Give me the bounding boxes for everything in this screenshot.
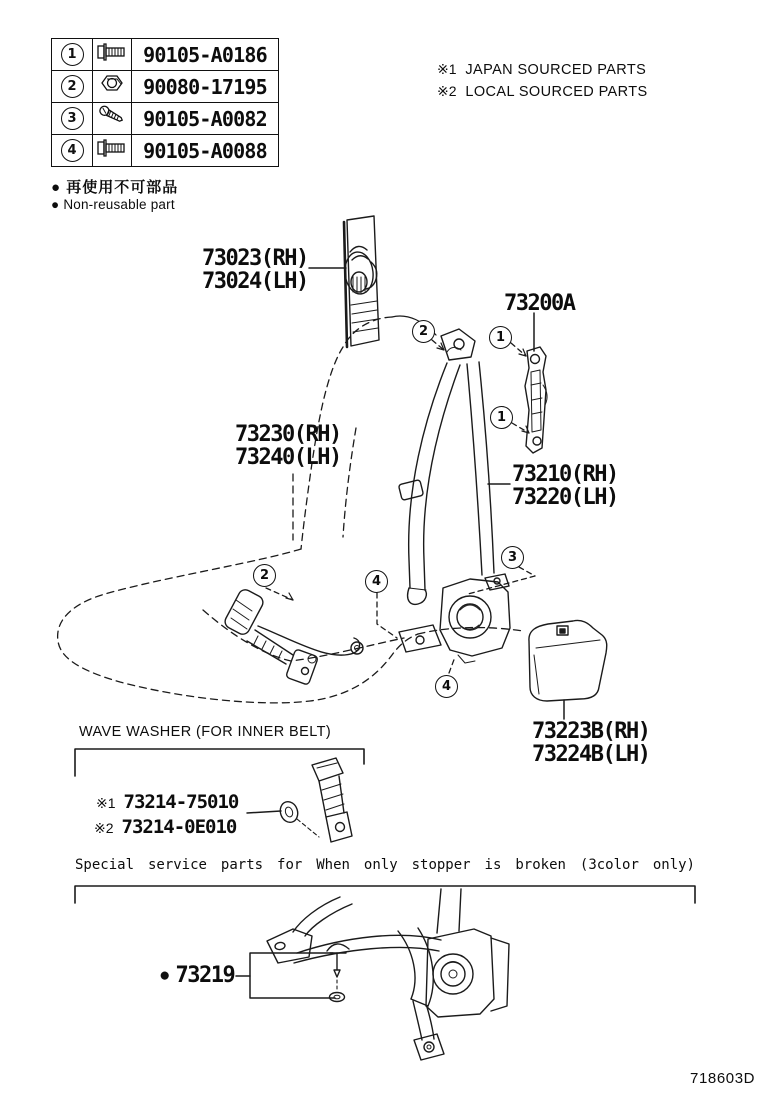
- inner-belt-drawing: [223, 587, 363, 685]
- leader-arrowheads: [286, 343, 529, 600]
- label-cover: 73223B(RH) 73224B(LH): [532, 719, 650, 767]
- reference-mark: ※1: [96, 795, 116, 811]
- cover-drawing: [529, 620, 607, 701]
- sourced-note-2: ※2 LOCAL SOURCED PARTS: [437, 83, 648, 100]
- fastener-part-number: 90105-A0186: [143, 42, 267, 67]
- callout-1-lower: 1: [490, 406, 513, 429]
- wave-washer-part-2: [94, 816, 236, 838]
- bullet-icon: ●: [51, 179, 62, 196]
- bullet-icon: ●: [51, 197, 60, 212]
- height-adjuster-drawing: [525, 347, 547, 453]
- hex-nut-icon: [99, 73, 125, 95]
- fastener-number-badge: 3: [61, 107, 84, 130]
- hex-flange-bolt-icon: [96, 138, 128, 158]
- callout-4-lap: 4: [365, 570, 388, 593]
- fastener-number-badge: 1: [61, 43, 84, 66]
- seat-outline: [58, 317, 523, 703]
- figure-code: 718603D: [690, 1070, 756, 1087]
- non-reusable-note-jp: ● 再使用不可部品: [51, 179, 179, 196]
- part-number: 73214-0E010: [121, 816, 237, 838]
- pillar-anchor-drawing: [343, 216, 379, 347]
- label-outer-belt: 73210(RH) 73220(LH): [512, 462, 618, 510]
- label-inner-belt: 73230(RH) 73240(LH): [235, 422, 341, 470]
- non-reusable-note-en: ● Non-reusable part: [51, 197, 175, 212]
- reference-mark: ※2: [437, 83, 457, 99]
- callout-1-upper: 1: [489, 326, 512, 349]
- fastener-number-badge: 4: [61, 139, 84, 162]
- label-leaders: [236, 268, 564, 998]
- wave-washer-drawing: [278, 758, 352, 842]
- fastener-table: [51, 38, 279, 167]
- label-73219: [159, 964, 234, 987]
- callout-leaders: [266, 340, 535, 673]
- tapping-screw-icon: [97, 105, 127, 127]
- label-adjuster: 73200A: [504, 291, 575, 316]
- bullet-icon: ●: [159, 965, 171, 986]
- special-parts-drawing: [267, 889, 509, 1060]
- fastener-row: [52, 103, 279, 135]
- sourced-note-1: ※1 JAPAN SOURCED PARTS: [437, 61, 647, 78]
- shoulder-belt-drawing: [398, 329, 494, 652]
- callout-3-retractor: 3: [501, 546, 524, 569]
- wave-washer-title: WAVE WASHER (FOR INNER BELT): [79, 724, 332, 740]
- fastener-row: [52, 135, 279, 167]
- retractor-drawing: [440, 574, 510, 663]
- wave-washer-part-1: [96, 791, 238, 813]
- fastener-part-number: 90080-17195: [143, 74, 267, 99]
- label-belt-anchor: 73023(RH) 73024(LH): [202, 246, 308, 294]
- reference-mark: ※1: [437, 61, 457, 77]
- fastener-number-badge: 2: [61, 75, 84, 98]
- fastener-part-number: 90105-A0082: [143, 106, 267, 131]
- callout-2-seat: 2: [253, 564, 276, 587]
- callout-2-top: 2: [412, 320, 435, 343]
- part-number: 73219: [175, 963, 235, 988]
- fastener-row: [52, 71, 279, 103]
- hex-flange-bolt-icon: [96, 42, 128, 62]
- callout-4-lower: 4: [435, 675, 458, 698]
- fastener-part-number: 90105-A0088: [143, 138, 267, 163]
- fastener-row: [52, 39, 279, 71]
- reference-mark: ※2: [94, 820, 114, 836]
- special-service-heading: Special service parts for When only stopper is broken (3color only): [75, 857, 695, 873]
- part-number: 73214-75010: [123, 791, 239, 813]
